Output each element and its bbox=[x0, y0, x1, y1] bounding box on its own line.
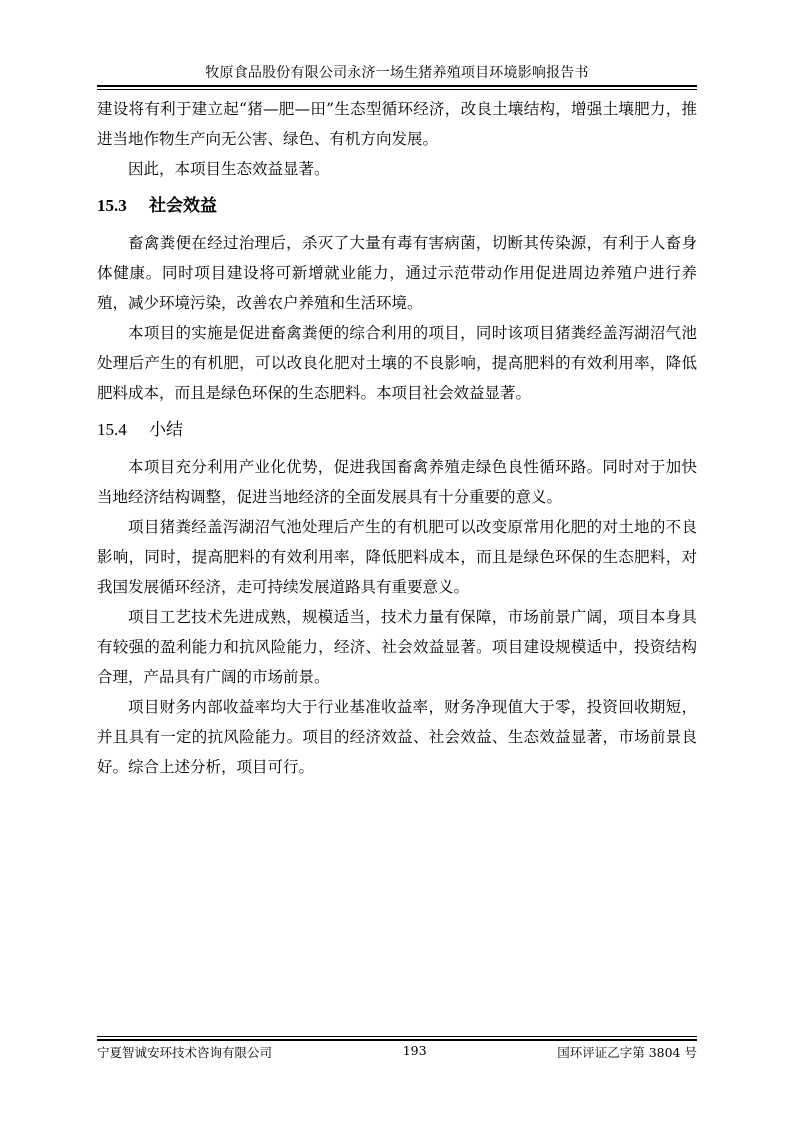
body-paragraph: 本项目充分利用产业化优势，促进我国畜禽养殖走绿色良性循环路。同时对于加快当地经济结构调整，促进当地经济的全面发展具有十分重要的意义。 bbox=[97, 458, 697, 506]
body-paragraph: 项目猪粪经盖泻湖沼气池处理后产生的有机肥可以改变原常用化肥的对土地的不良影响，同时，提高肥料的有效利用率，降低肥料成本，而且是绿色环保的生态肥料，对我国发展循环经济，走可持续发展道路具有重要意义。 bbox=[97, 518, 697, 596]
header-rule-thin bbox=[97, 89, 697, 90]
body-paragraph: 本项目的实施是促进畜禽粪便的综合利用的项目，同时该项目猪粪经盖泻湖沼气池处理后产生的有机肥，可以改良化肥对土壤的不良影响，提高肥料的有效利用率，降低肥料成本，而且是绿色环保的生态肥料。本项目社会效益显著。 bbox=[97, 324, 697, 402]
section-number: 15.3 bbox=[97, 196, 127, 215]
footer-rule-thick bbox=[97, 1039, 697, 1041]
footer-company: 宁夏智诚安环技术咨询有限公司 bbox=[97, 1045, 273, 1060]
footer-rule-thin bbox=[97, 1036, 697, 1037]
section-title: 社会效益 bbox=[149, 196, 217, 216]
running-footer bbox=[97, 1043, 697, 1061]
body-paragraph: 畜禽粪便在经过治理后，杀灭了大量有毒有害病菌，切断其传染源，有利于人畜身体健康。同时项目建设将可新增就业能力，通过示范带动作用促进周边养殖户进行养殖，减少环境污染，改善农户养殖和生活环境。 bbox=[97, 234, 697, 312]
body-paragraph: 项目财务内部收益率均大于行业基准收益率，财务净现值大于零，投资回收期短，并且具有一定的抗风险能力。项目的经济效益、社会效益、生态效益显著，市场前景良好。综合上述分析，项目可行。 bbox=[97, 698, 697, 776]
running-header: 牧原食品股份有限公司永济一场生猪养殖项目环境影响报告书 bbox=[205, 65, 589, 81]
section-title: 小结 bbox=[149, 420, 183, 440]
section-number: 15.4 bbox=[97, 420, 127, 439]
page-body bbox=[97, 94, 697, 782]
section-heading-15-4 bbox=[97, 408, 697, 452]
page-number: 193 bbox=[402, 1043, 427, 1058]
body-paragraph: 项目工艺技术先进成熟，规模适当，技术力量有保障，市场前景广阔，项目本身具有较强的盈利能力和抗风险能力，经济、社会效益显著。项目建设规模适中，投资结构合理，产品具有广阔的市场前景。 bbox=[97, 608, 697, 686]
footer-certificate: 国环评证乙字第 3804 号 bbox=[557, 1045, 697, 1060]
header-rule-thick bbox=[97, 85, 697, 87]
body-paragraph: 建设将有利于建立起“猪—肥—田”生态型循环经济，改良土壤结构，增强土壤肥力，推进当地作物生产向无公害、绿色、有机方向发展。 bbox=[97, 100, 697, 148]
body-paragraph: 因此，本项目生态效益显著。 bbox=[128, 160, 330, 178]
section-heading-15-3 bbox=[97, 184, 697, 228]
